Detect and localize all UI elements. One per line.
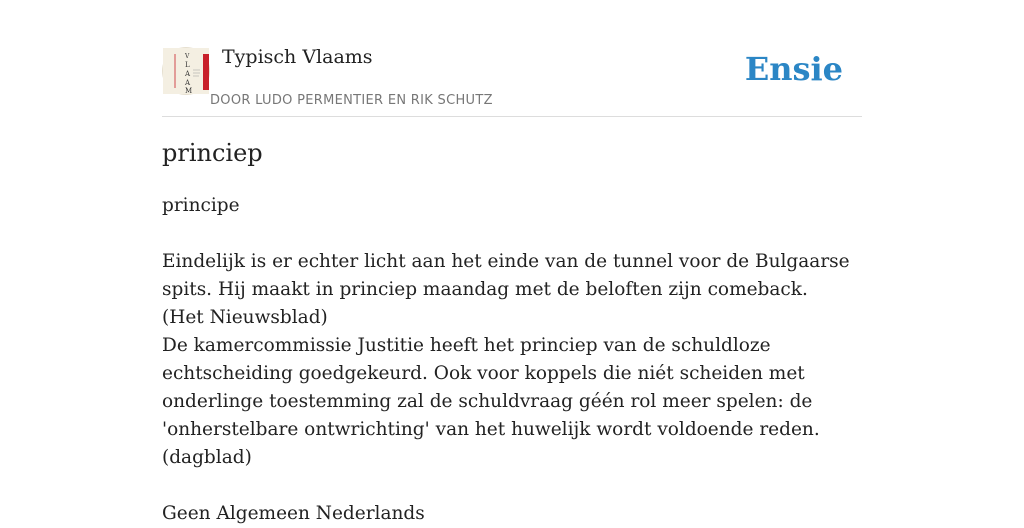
entry-footer-text: Geen Algemeen Nederlands bbox=[162, 503, 425, 524]
svg-text:A: A bbox=[185, 79, 191, 87]
svg-text:L: L bbox=[185, 61, 190, 69]
entry-body bbox=[162, 192, 862, 528]
entry-meaning: principe bbox=[162, 195, 240, 216]
example-text: De kamercommissie Justitie heeft het princiep van de schuldloze echtscheiding goedgekeurd. Ook voor koppels die niét scheiden met onderlinge toestemming zal de schuldvraag géén rol meer spelen: de 'onherstelbare ontwrichting' van het huwelijk wordt voldoende reden. bbox=[162, 335, 820, 440]
svg-text:A: A bbox=[185, 70, 191, 78]
dictionary-header bbox=[162, 0, 862, 117]
dictionary-byline: DOOR LUDO PERMENTIER EN RIK SCHUTZ bbox=[210, 93, 493, 108]
paragraph-gap bbox=[162, 472, 862, 500]
svg-text:V: V bbox=[185, 53, 190, 60]
page-container bbox=[162, 0, 862, 524]
ensie-brand-link[interactable]: Ensie bbox=[744, 50, 843, 88]
book-cover-icon bbox=[163, 48, 209, 94]
paragraph-gap bbox=[162, 220, 862, 248]
dictionary-title[interactable]: Typisch Vlaams bbox=[222, 46, 373, 68]
example-source: (Het Nieuwsblad) bbox=[162, 307, 328, 328]
entry-word: princiep bbox=[162, 139, 263, 167]
dictionary-logo[interactable] bbox=[162, 47, 210, 95]
example-source: (dagblad) bbox=[162, 447, 252, 468]
example-text: Eindelijk is er echter licht aan het einde van de tunnel voor de Bulgaarse spits. Hij maakt in princiep maandag met de beloften zijn comeback. bbox=[162, 251, 850, 300]
svg-text:M: M bbox=[185, 87, 193, 95]
